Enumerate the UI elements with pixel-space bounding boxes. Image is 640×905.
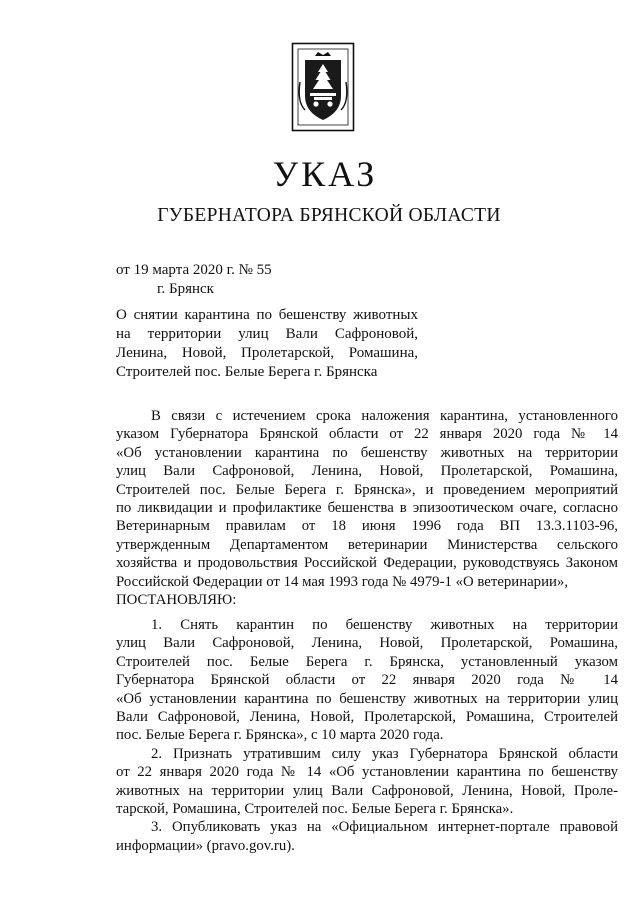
text-line: В связи с истечением срока наложения карантина, установленного	[151, 408, 618, 424]
item-3-line: информации» (pravo.gov.ru).	[116, 837, 295, 854]
text-line: Строителей пос. Белые Берега г. Брянска», и проведением мероприятий	[116, 481, 618, 498]
preamble-paragraph	[116, 407, 618, 609]
heading-line: Строителей пос. Белые Берега г. Брянска	[116, 364, 378, 380]
item-2-line: от 22 января 2020 года № 14 «Об установлении карантина по бешенству	[116, 764, 618, 781]
text-line: утвержденным Департаментом ветеринарии Министерства сельского	[116, 536, 618, 553]
item-3-line: 3. Опубликовать указ на «Официальном интернет-портале правовой	[151, 819, 618, 836]
text-line: улиц Вали Сафроновой, Ленина, Новой, Пролетарской, Ромашина,	[116, 463, 618, 480]
item-2-line: 2. Признать утратившим силу указ Губернатора Брянской области	[151, 745, 618, 762]
text-line: Российской Федерации от 14 мая 1993 года № 4979-1 «О ветеринарии»,	[116, 573, 569, 590]
item-1-line: Строителей пос. Белые Берега г. Брянска, установленный указом	[116, 653, 618, 670]
text-line: по ликвидации и профилактике бешенства в эпизоотическом очаге, согласно	[116, 499, 618, 516]
item-1-line: 1. Снять карантин по бешенству животных на территории	[151, 617, 618, 633]
text-line: указом Губернатора Брянской области от 22 января 2020 года № 14	[116, 426, 618, 443]
decree-heading	[116, 306, 418, 382]
item-1-line: улиц Вали Сафроновой, Ленина, Новой, Пролетарской, Ромашина,	[116, 635, 618, 652]
page-title: УКАЗ	[272, 154, 378, 194]
heading-line: Ленина, Новой, Пролетарской, Ромашина,	[116, 345, 418, 361]
bryansk-coat-of-arms-icon	[291, 42, 355, 132]
item-1-line: «Об установлении карантина по бешенству животных на территории улиц	[116, 690, 618, 707]
text-line: хозяйства и продовольствия Российской Федерации, руководствуясь Законом	[116, 555, 618, 572]
decree-city: г. Брянск	[157, 281, 214, 297]
heading-line: на территории улиц Вали Сафроновой,	[116, 326, 418, 342]
page-subtitle: ГУБЕРНАТОРА БРЯНСКОЙ ОБЛАСТИ	[157, 205, 501, 226]
text-line: Ветеринарным правилам от 18 июня 1996 года ВП 13.3.1103-96,	[116, 518, 618, 535]
item-1-line: Губернатора Брянской области от 22 января 2020 года № 14	[116, 672, 618, 689]
item-2-line: животных на территории улиц Вали Сафроновой, Ленина, Новой, Проле-	[116, 782, 618, 799]
text-line: «Об установлении карантина по бешенству животных на территории	[116, 444, 618, 461]
item-2-line: тарской, Ромашина, Строителей пос. Белые Берега г. Брянска».	[116, 800, 514, 817]
item-1-line: Вали Сафроновой, Ленина, Новой, Пролетарской, Ромашина, Строителей	[116, 708, 618, 725]
heading-line: О снятии карантина по бешенству животных	[116, 307, 418, 323]
resolve-word: ПОСТАНОВЛЯЮ:	[116, 591, 237, 608]
decree-items	[116, 616, 618, 855]
item-1-line: пос. Белые Берега г. Брянска», с 10 марта 2020 года.	[116, 727, 444, 744]
decree-date-number: от 19 марта 2020 г. № 55	[116, 262, 272, 278]
